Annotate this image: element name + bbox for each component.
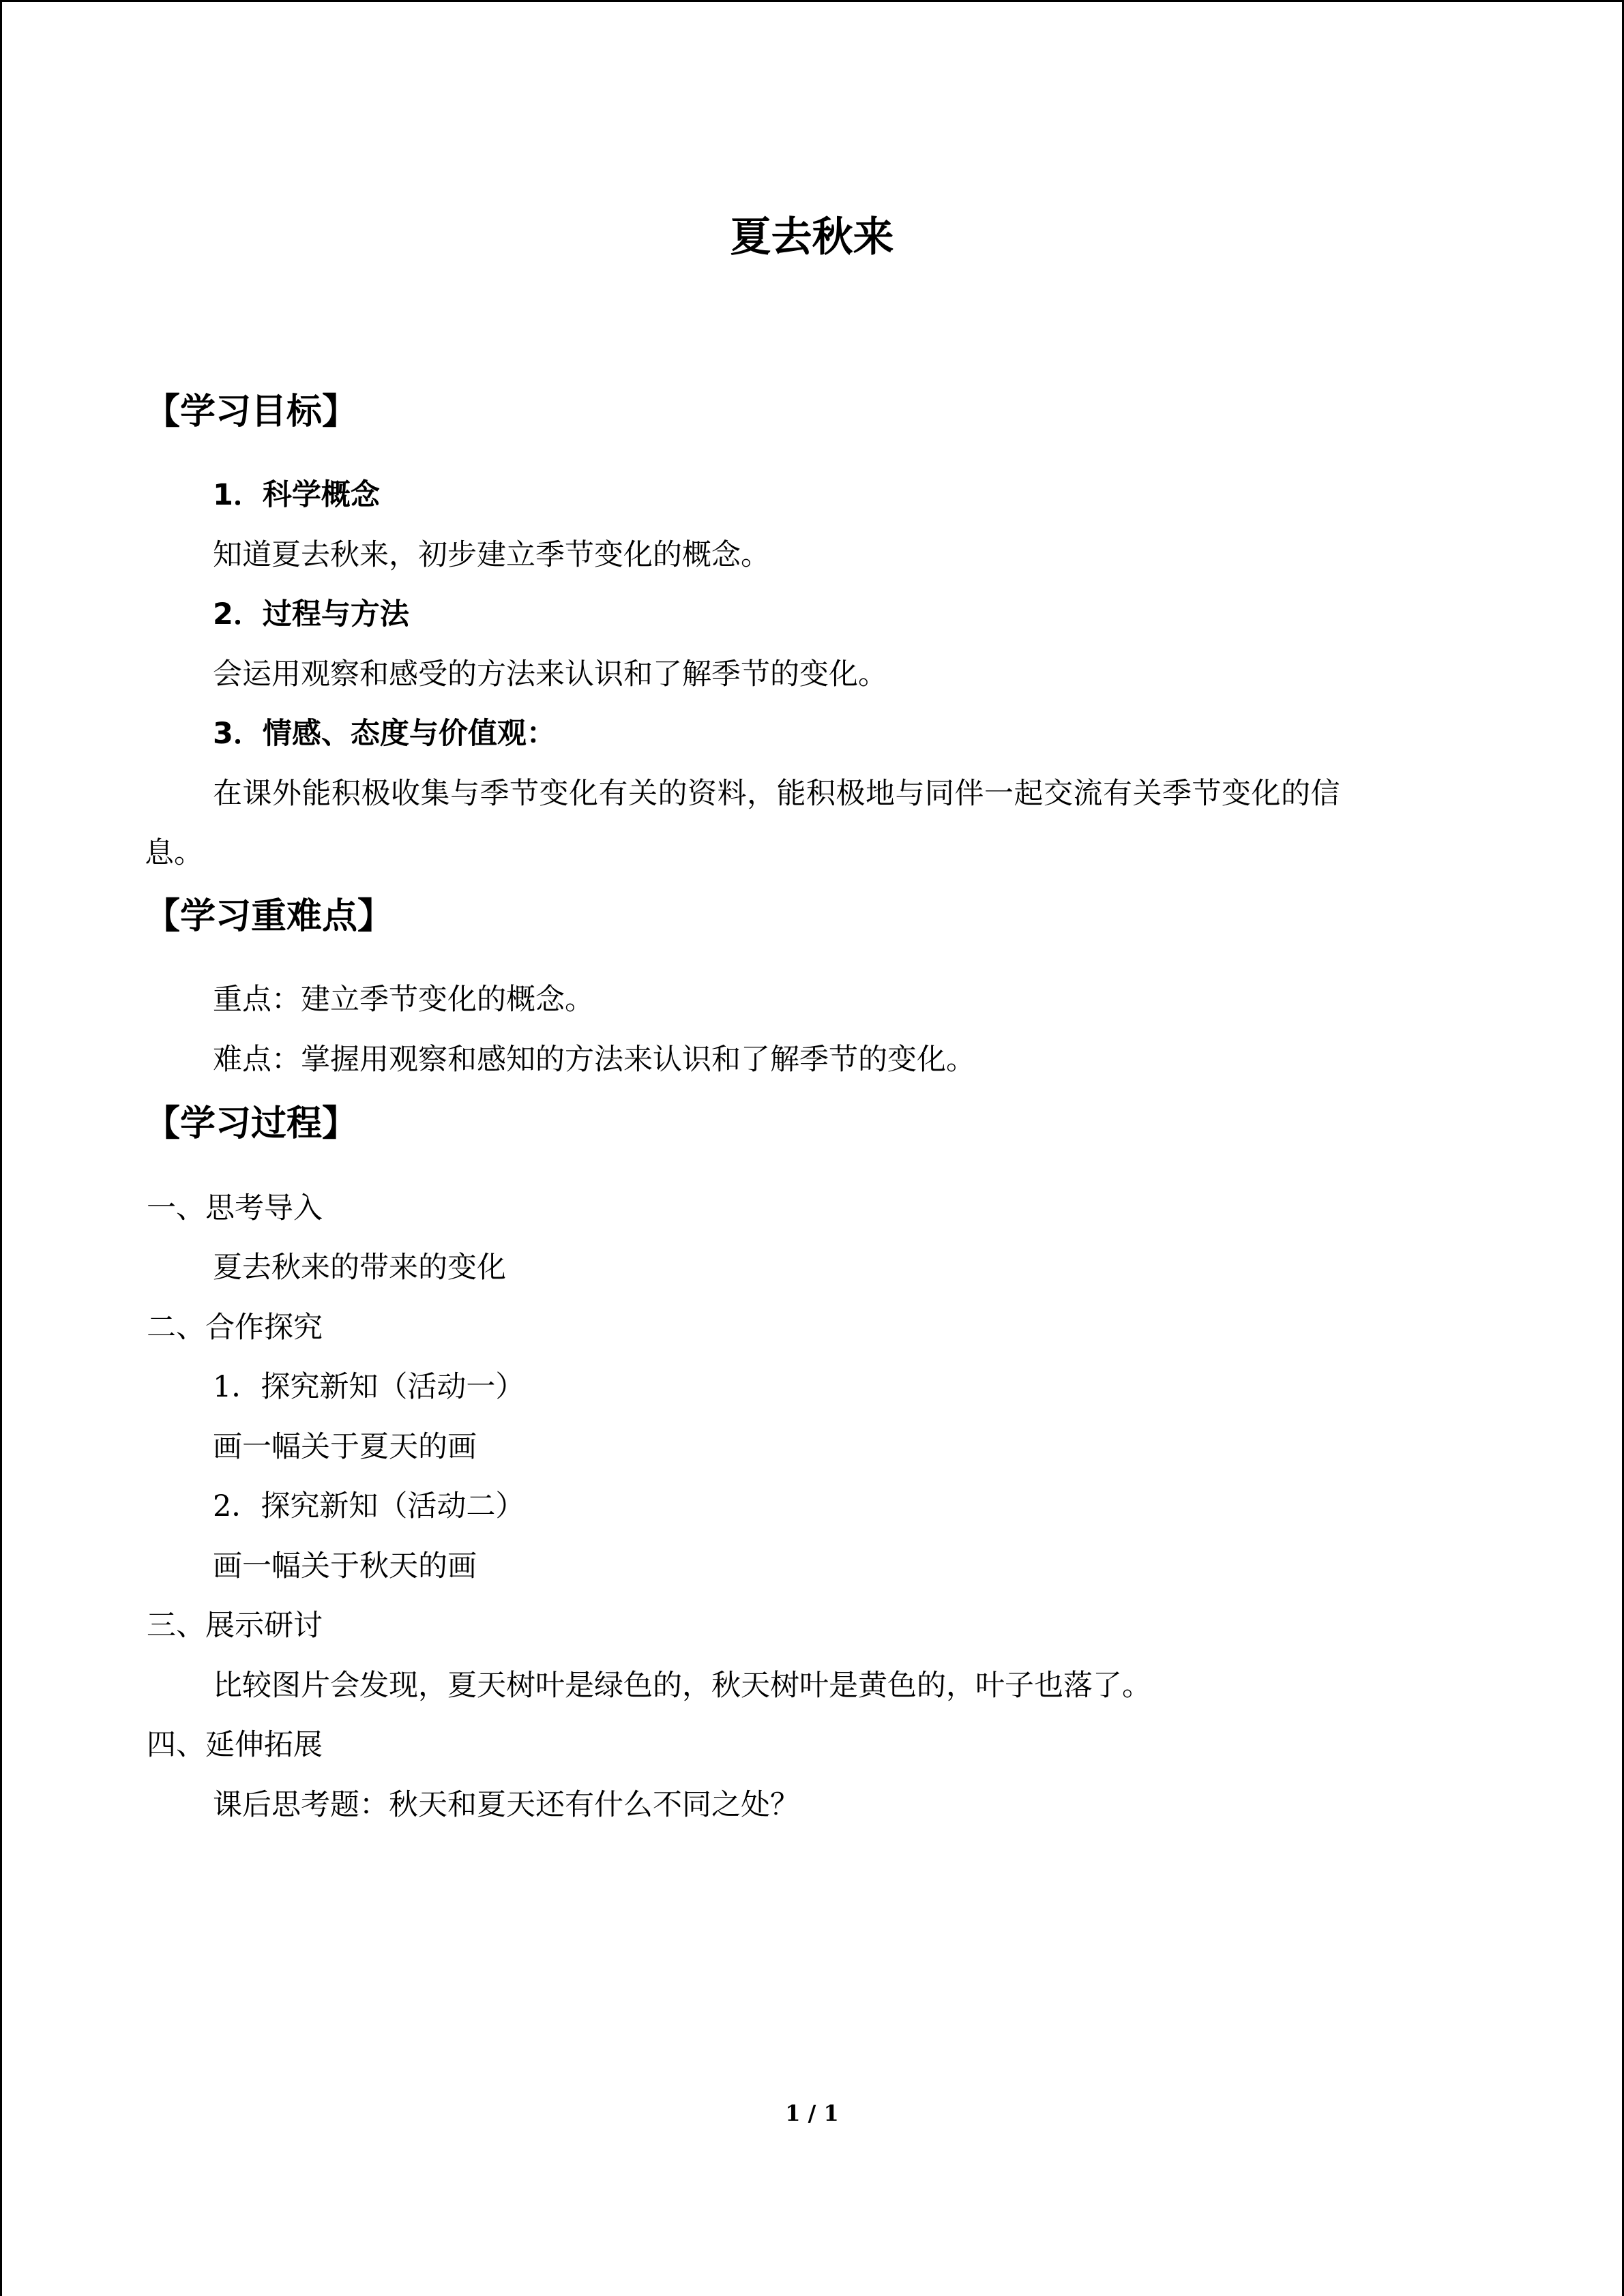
key-point-focus: 重点：建立季节变化的概念。: [213, 983, 594, 1017]
section-title-cooperative-inquiry: 二、合作探究: [147, 1311, 323, 1345]
section-text-think-intro: 夏去秋来的带来的变化: [213, 1251, 506, 1285]
goal-text-science-concept: 知道夏去秋来，初步建立季节变化的概念。: [213, 538, 770, 572]
section-text-extension: 课后思考题：秋天和夏天还有什么不同之处？: [213, 1788, 799, 1822]
activity-two-label: 2．探究新知（活动二）: [213, 1489, 525, 1523]
goal-label-attitude-values: 3．情感、态度与价值观：: [213, 717, 556, 751]
goal-text-attitude-values: 在课外能积极收集与季节变化有关的资料，能积极地与同伴一起交流有关季节变化的信: [213, 777, 1340, 811]
activity-two-text: 画一幅关于秋天的画: [213, 1549, 477, 1583]
document-title: 夏去秋来: [730, 213, 894, 261]
heading-learning-process: 【学习过程】: [145, 1103, 358, 1144]
key-point-difficulty: 难点：掌握用观察和感知的方法来认识和了解季节的变化。: [213, 1043, 975, 1077]
section-title-display-discussion: 三、展示研讨: [147, 1609, 323, 1643]
goal-label-process-method: 2．过程与方法: [213, 597, 409, 631]
activity-one-label: 1．探究新知（活动一）: [213, 1370, 525, 1404]
activity-one-text: 画一幅关于夏天的画: [213, 1430, 477, 1464]
section-title-extension: 四、延伸拓展: [147, 1728, 323, 1762]
goal-text-attitude-values-continued: 息。: [145, 836, 203, 870]
section-title-think-intro: 一、思考导入: [147, 1191, 323, 1225]
page-number: 1 / 1: [785, 2100, 839, 2126]
goal-label-science-concept: 1．科学概念: [213, 478, 380, 512]
goal-text-process-method: 会运用观察和感受的方法来认识和了解季节的变化。: [213, 657, 887, 691]
section-text-display-discussion: 比较图片会发现，夏天树叶是绿色的，秋天树叶是黄色的，叶子也落了。: [213, 1669, 1151, 1703]
heading-key-points: 【学习重难点】: [145, 896, 394, 937]
heading-learning-goals: 【学习目标】: [145, 391, 358, 432]
